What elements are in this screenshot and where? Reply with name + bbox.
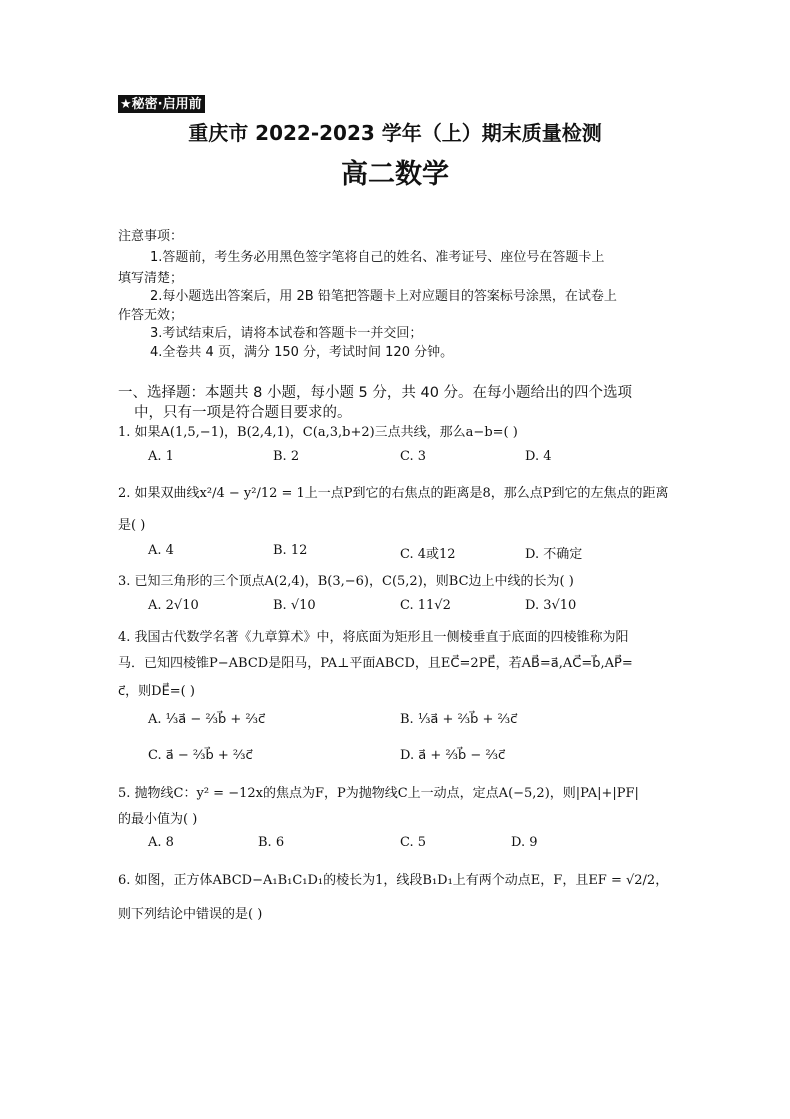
subject-title: 高二数学 xyxy=(341,159,449,190)
question-5-stem: 5. 抛物线C：y² = −12x的焦点为F，P为抛物线C上一动点，定点A(−5,2)，则|PA|+|PF| xyxy=(118,786,639,801)
question-1-option-b: B. 2 xyxy=(273,449,300,464)
question-2-option-a: A. 4 xyxy=(148,543,174,558)
question-5-option-c: C. 5 xyxy=(400,835,427,850)
question-1-stem: 1. 如果A(1,5,−1)，B(2,4,1)，C(a,3,b+2)三点共线，那么a−b=( ) xyxy=(118,425,518,440)
question-5-option-b: B. 6 xyxy=(258,835,285,850)
question-2-option-d: D. 不确定 xyxy=(525,547,583,562)
question-2-option-c: C. 4或12 xyxy=(400,547,456,562)
question-2-stem: 2. 如果双曲线x²/4 − y²/12 = 1上一点P到它的右焦点的距离是8，那么点P到它的左焦点的距离 xyxy=(118,486,669,501)
question-3-stem: 3. 已知三角形的三个顶点A(2,4)，B(3,−6)，C(5,2)，则BC边上中线的长为( ) xyxy=(118,574,574,589)
question-3-option-c: C. 11√2 xyxy=(400,598,451,613)
question-1-option-a: A. 1 xyxy=(148,449,174,464)
section-1-heading-cont: 中，只有一项是符合题目要求的。 xyxy=(134,405,352,421)
exam-title: 重庆市 2022-2023 学年（上）期末质量检测 xyxy=(188,121,602,145)
question-1-option-c: C. 3 xyxy=(400,449,427,464)
question-4-option-c: C. a⃗ − ⅔b⃗ + ⅔c⃗ xyxy=(148,748,253,763)
note-4: 4.全卷共 4 页，满分 150 分，考试时间 120 分钟。 xyxy=(150,345,454,360)
question-2-stem-cont: 是( ) xyxy=(118,518,146,533)
section-1-heading: 一、选择题：本题共 8 小题，每小题 5 分，共 40 分。在每小题给出的四个选项 xyxy=(118,385,633,401)
question-4-option-b: B. ⅓a⃗ + ⅔b⃗ + ⅔c⃗ xyxy=(400,712,518,727)
question-4-option-a: A. ⅓a⃗ − ⅔b⃗ + ⅔c⃗ xyxy=(148,712,266,727)
question-5-option-d: D. 9 xyxy=(511,835,538,850)
question-4-stem: 4. 我国古代数学名著《九章算术》中，将底面为矩形且一侧棱垂直于底面的四棱锥称为阳 xyxy=(118,630,629,645)
note-3: 3.考试结束后，请将本试卷和答题卡一并交回； xyxy=(150,326,423,341)
question-2-option-b: B. 12 xyxy=(273,543,308,558)
question-4-stem-cont-2: c⃗，则DE⃗=( ) xyxy=(118,684,195,699)
question-3-option-a: A. 2√10 xyxy=(148,598,199,613)
question-4-stem-cont: 马．已知四棱锥P−ABCD是阳马，PA⊥平面ABCD，且EC⃗=2PE⃗，若AB⃗=a⃗,AC⃗=b⃗,AP⃗= xyxy=(118,656,633,671)
question-5-stem-cont: 的最小值为( ) xyxy=(118,812,198,827)
confidential-badge: ★秘密·启用前 xyxy=(118,95,205,113)
note-2-cont: 作答无效； xyxy=(118,308,184,323)
question-3-option-d: D. 3√10 xyxy=(525,598,577,613)
question-4-option-d: D. a⃗ + ⅔b⃗ − ⅔c⃗ xyxy=(400,748,506,763)
question-6-stem-cont: 则下列结论中错误的是( ) xyxy=(118,907,263,922)
question-5-option-a: A. 8 xyxy=(148,835,174,850)
question-1-option-d: D. 4 xyxy=(525,449,552,464)
note-2: 2.每小题选出答案后，用 2B 铅笔把答题卡上对应题目的答案标号涂黑，在试卷上 xyxy=(150,289,617,304)
question-3-option-b: B. √10 xyxy=(273,598,316,613)
notes-heading: 注意事项： xyxy=(118,229,184,244)
note-1-cont: 填写清楚； xyxy=(118,271,184,286)
question-6-stem: 6. 如图，正方体ABCD−A₁B₁C₁D₁的棱长为1，线段B₁D₁上有两个动点E，F，且EF = √2/2， xyxy=(118,873,669,888)
note-1: 1.答题前，考生务必用黑色签字笔将自己的姓名、准考证号、座位号在答题卡上 xyxy=(150,250,605,265)
